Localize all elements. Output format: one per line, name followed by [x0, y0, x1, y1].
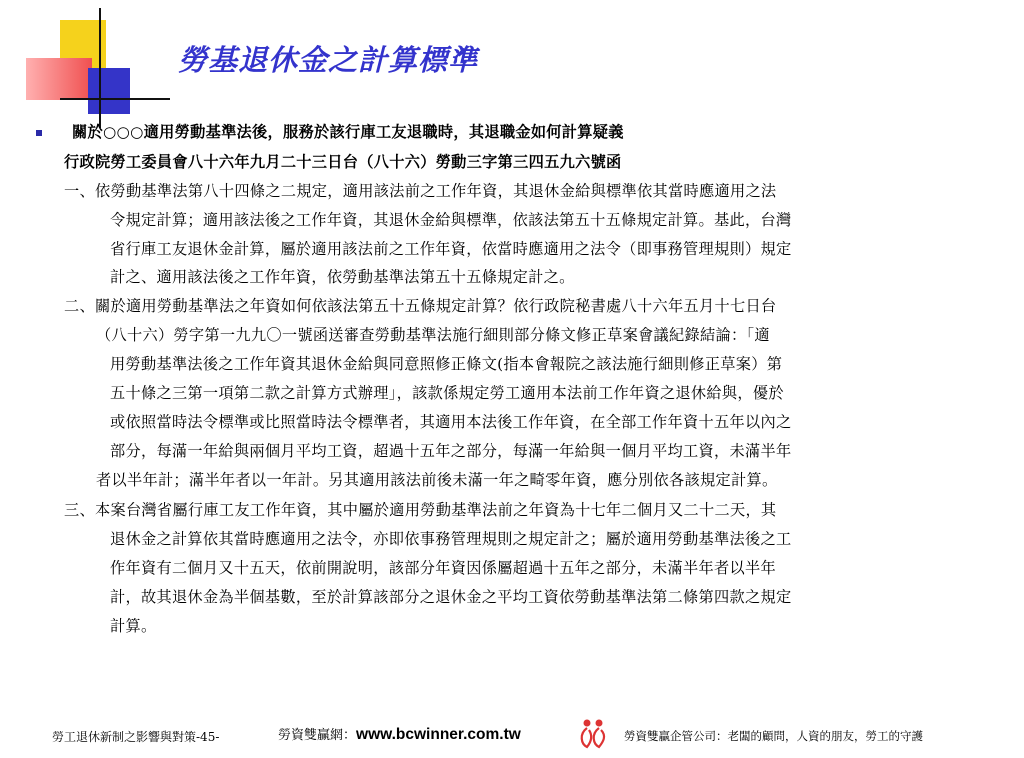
body-line: 計之、適用該法後之工作年資，依勞動基準法第五十五條規定計之。	[110, 268, 575, 286]
bullet-icon	[36, 130, 42, 136]
body-line: （八十六）勞字第一九九〇一號函送審查勞動基準法施行細則部分條文修正草案會議紀錄結論：「適	[96, 326, 770, 344]
body-line: 用勞動基準法後之工作年資其退休金給與同意照修正條文(指本會報院之該法施行細則修正草案）第	[110, 355, 783, 373]
body-line: 部分，每滿一年給與兩個月平均工資，超過十五年之部分，每滿一年給與一個月平均工資，未滿半年	[110, 442, 792, 460]
footer-right: 勞資雙贏企管公司：老闆的顧問，人資的朋友，勞工的守護	[624, 729, 923, 743]
body-line: 令規定計算；適用該法後之工作年資，其退休金給與標準，依該法第五十五條規定計算。基此，台灣	[110, 211, 792, 229]
body-line: 者以半年計；滿半年者以一年計。另其適用該法前後未滿一年之畸零年資，應分別依各該規定計算。	[96, 471, 778, 489]
deco-vertical-line	[99, 8, 101, 128]
body-line: 省行庫工友退休金計算，屬於適用該法前之工作年資，依當時應適用之法令（即事務管理規則）規定	[110, 240, 792, 258]
reference-line: 行政院勞工委員會八十六年九月二十三日台（八十六）勞動三字第三四五九六號函	[64, 153, 622, 171]
body-line: 計算。	[110, 617, 157, 635]
deco-horizontal-line	[60, 98, 170, 100]
footer-site	[278, 724, 521, 744]
body-line: 五十條之三第一項第二款之計算方式辦理」，該款係規定勞工適用本法前工作年資之退休給與，優於	[110, 384, 784, 402]
body-line: 三、本案台灣省屬行庫工友工作年資，其中屬於適用勞動基準法前之年資為十七年二個月又二十二天，其	[64, 501, 777, 519]
footer-url-link[interactable]: www.bcwinner.com.tw	[356, 726, 521, 743]
footer-site-label: 勞資雙贏網：	[278, 728, 357, 743]
body-line: 計，故其退休金為半個基數，至於計算該部分之退休金之平均工資依勞動基準法第二條第四款之規定	[110, 588, 792, 606]
deco-red-block	[26, 58, 92, 100]
body-line: 退休金之計算依其當時應適用之法令，亦即依事務管理規則之規定計之；屬於適用勞動基準法後之工	[110, 530, 792, 548]
footer-left: 勞工退休新制之影響與對策-45-	[52, 730, 220, 744]
question-line: 關於○○○適用勞動基準法後，服務於該行庫工友退職時，其退職金如何計算疑義	[72, 123, 624, 141]
slide-title: 勞基退休金之計算標準	[178, 43, 479, 77]
deco-blue-square	[88, 68, 130, 114]
body-line: 或依照當時法令標準或比照當時法令標準者，其適用本法後工作年資，在全部工作年資十五年以內之	[110, 413, 792, 431]
body-line: 作年資有二個月又十五天，依前開說明，該部分年資因係屬超過十五年之部分，未滿半年者以半年	[110, 559, 776, 577]
body-line: 二、關於適用勞動基準法之年資如何依該法第五十五條規定計算？依行政院秘書處八十六年五月十七日台	[64, 297, 777, 315]
body-line: 一、依勞動基準法第八十四條之二規定，適用該法前之工作年資，其退休金給與標準依其當時應適用之法	[64, 182, 777, 200]
company-logo-icon	[575, 718, 613, 750]
